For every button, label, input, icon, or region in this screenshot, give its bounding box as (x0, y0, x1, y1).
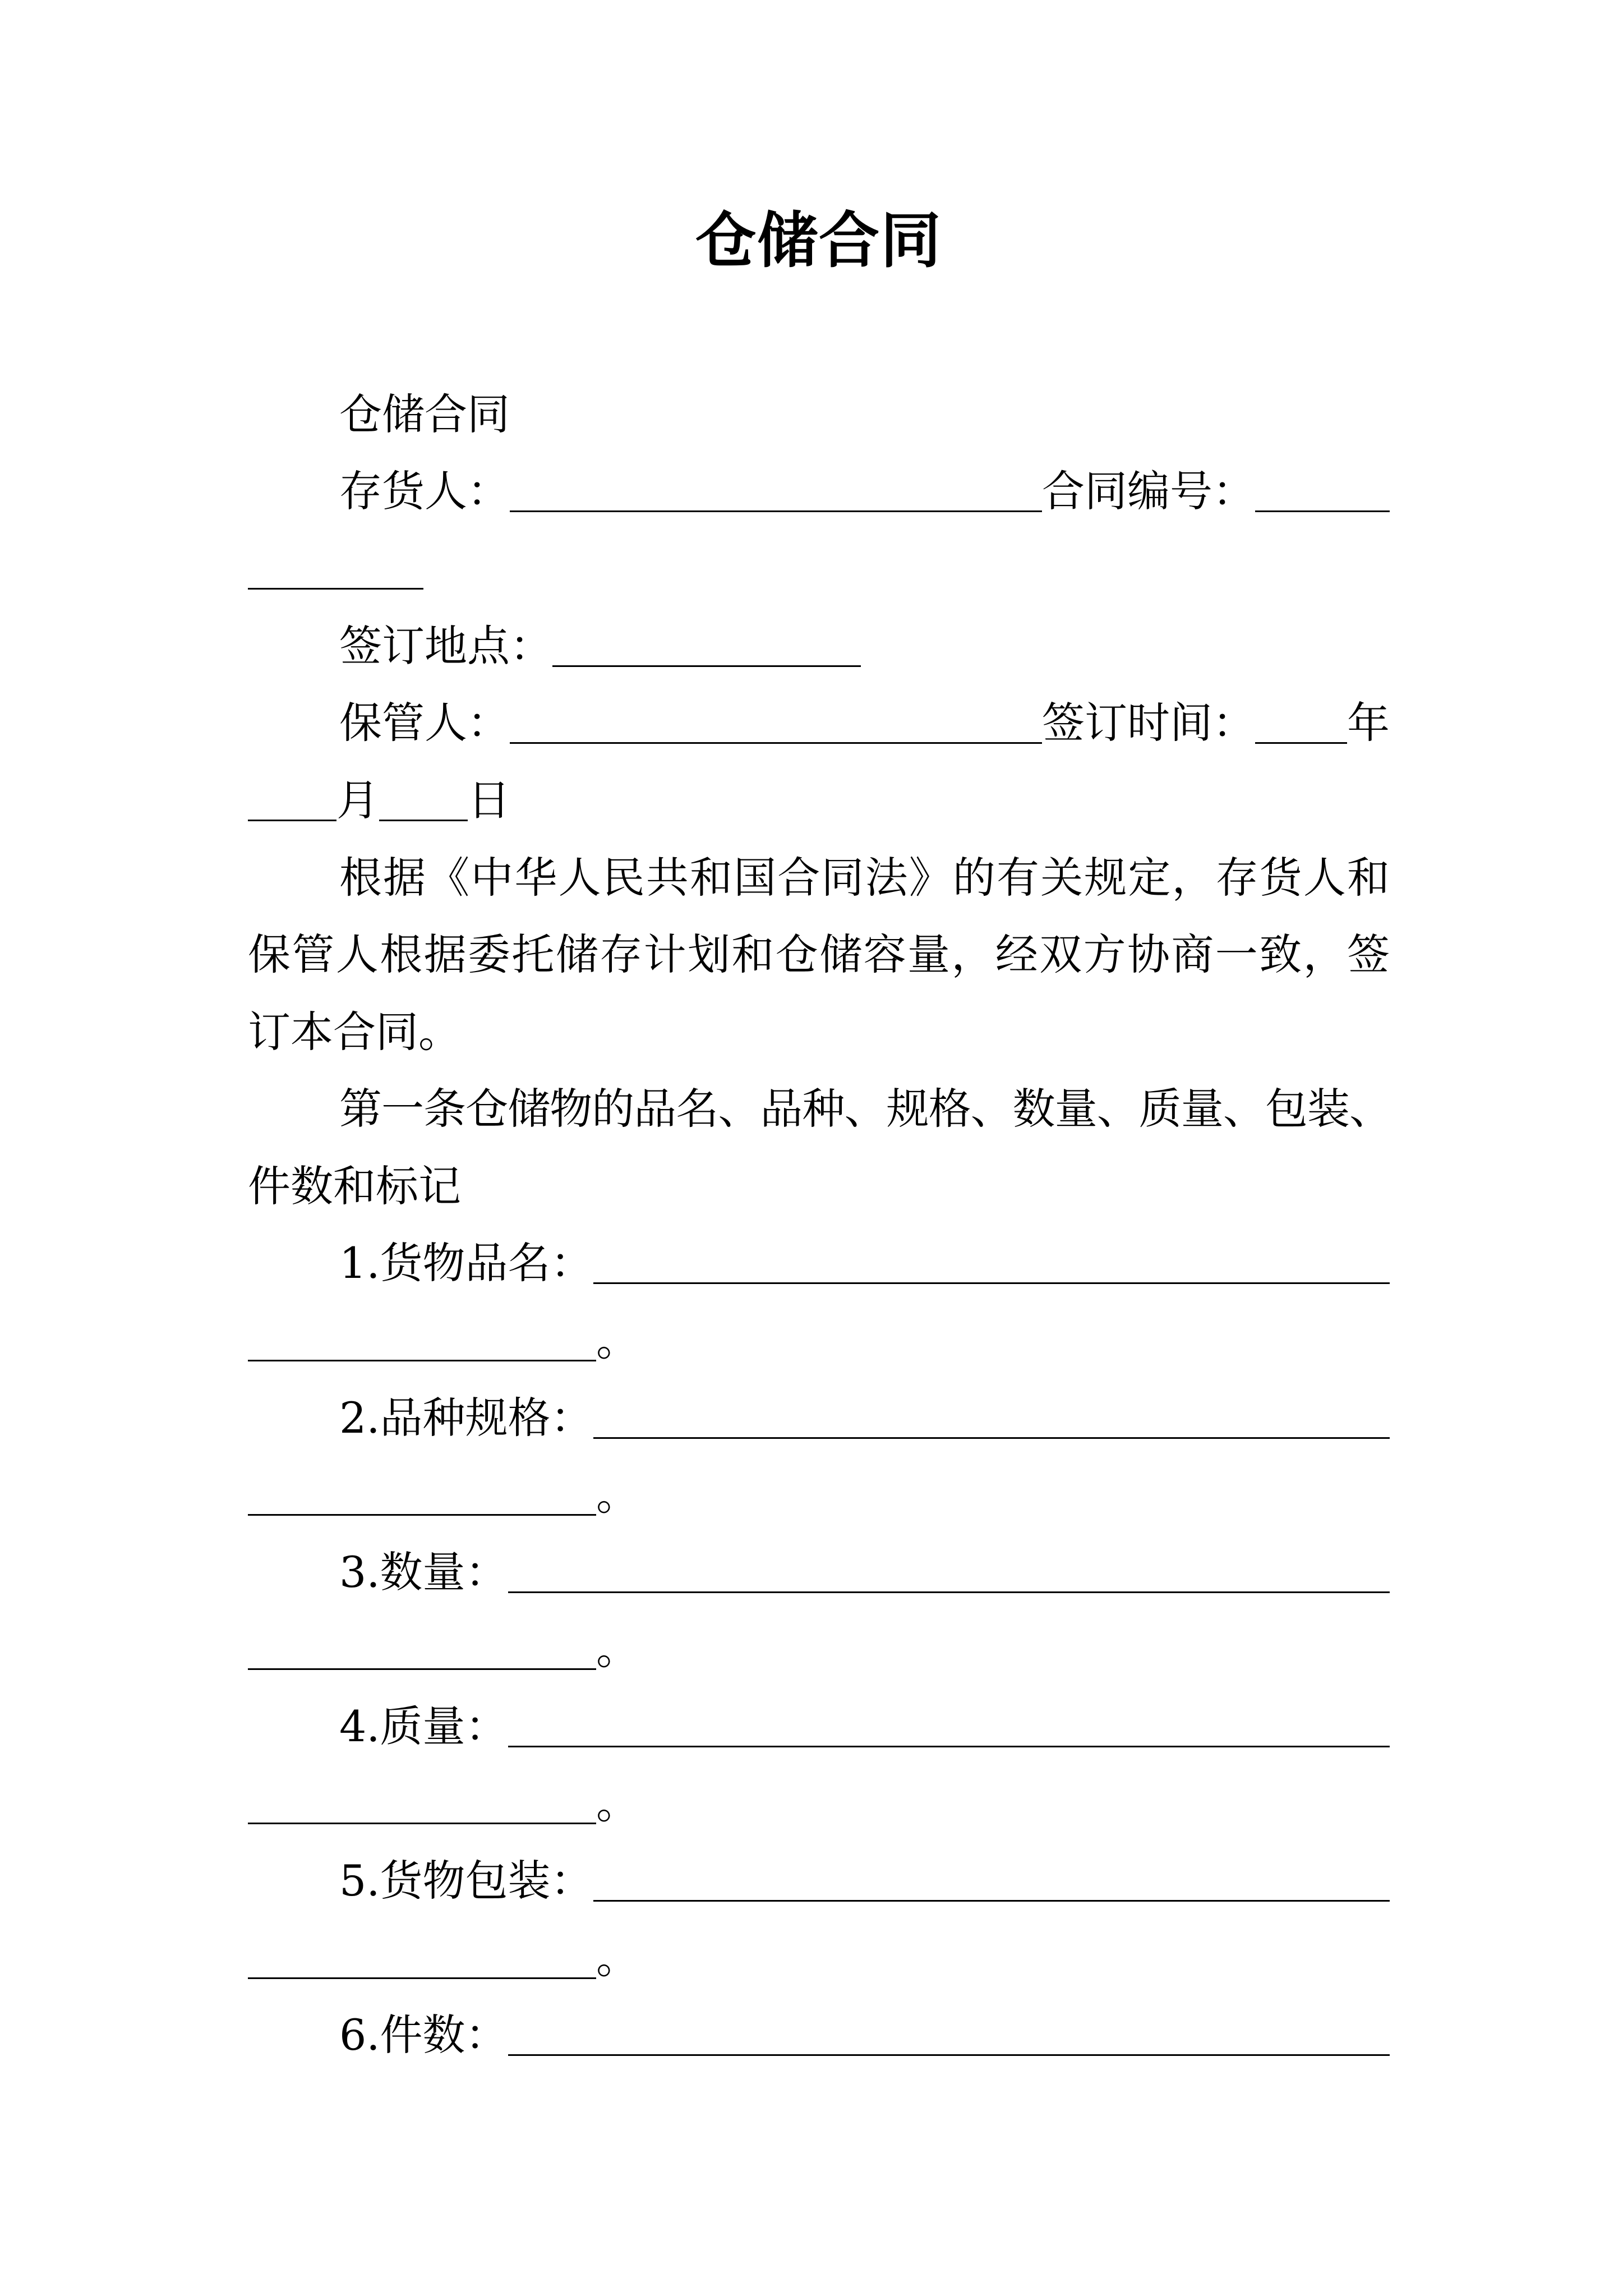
goods-name-blank (593, 1243, 1390, 1284)
piece-count-blank (508, 2014, 1390, 2056)
depositor-label: 存货人： (339, 466, 510, 517)
item-quality (248, 1688, 1390, 1765)
item-continuation-line (248, 1611, 1390, 1688)
preamble-line: 根据《中华人民共和国合同法》的有关规定，存货人和 (339, 852, 1390, 903)
item-continuation-line (248, 1302, 1390, 1379)
month-label: 月 (336, 775, 379, 825)
item-continuation-line (248, 1765, 1390, 1843)
sign-time-label: 签订时间： (1042, 698, 1255, 748)
sign-place-blank (552, 625, 861, 667)
item-end-mark: 。 (596, 1624, 639, 1674)
item-continuation-line (248, 1920, 1390, 1997)
packaging-blank-continued (248, 1938, 596, 1979)
variety-spec-blank (593, 1397, 1390, 1439)
day-label: 日 (468, 775, 510, 825)
item-quantity (248, 1534, 1390, 1611)
subtitle-line (248, 376, 1390, 453)
month-blank (248, 780, 336, 821)
packaging-blank (593, 1860, 1390, 1902)
year-label: 年 (1347, 698, 1390, 748)
item-end-mark: 。 (596, 1932, 639, 1983)
contract-number-blank-continued (248, 548, 423, 590)
quantity-blank-continued (248, 1628, 596, 1670)
document-subtitle: 仓储合同 (339, 389, 510, 439)
document-title: 仓储合同 (695, 205, 942, 276)
sign-place-label: 签订地点： (339, 620, 552, 671)
preamble-text: 订本合同。 (248, 1006, 461, 1057)
article-1-heading-text: 件数和标记 (248, 1161, 461, 1211)
contract-number-blank (1255, 471, 1390, 512)
goods-name-blank-continued (248, 1320, 596, 1361)
custodian-blank (510, 702, 1042, 744)
item-end-mark: 。 (596, 1470, 639, 1520)
variety-spec-blank-continued (248, 1474, 596, 1516)
month-day-line (248, 762, 1390, 839)
item-label: 3.数量： (339, 1547, 508, 1597)
preamble-line: 保管人根据委托储存计划和仓储容量，经双方协商一致，签 (248, 930, 1390, 980)
item-label: 4.质量： (339, 1701, 508, 1751)
day-blank (379, 780, 468, 821)
depositor-blank (510, 471, 1042, 512)
item-goods-name (248, 1225, 1390, 1303)
item-end-mark: 。 (596, 1315, 639, 1365)
item-packaging (248, 1842, 1390, 1920)
item-label: 1.货物品名： (339, 1238, 593, 1289)
preamble-line (248, 993, 1390, 1071)
item-variety-spec (248, 1379, 1390, 1457)
item-label: 6.件数： (339, 2010, 508, 2060)
sign-place-line (248, 608, 1390, 685)
item-label: 5.货物包装： (339, 1856, 593, 1906)
contract-number-label: 合同编号： (1042, 466, 1255, 517)
depositor-line (248, 453, 1390, 531)
quality-blank (508, 1706, 1390, 1747)
article-1-heading: 第一条仓储物的品名、品种、规格、数量、质量、包装、 (339, 1084, 1390, 1134)
quantity-blank (508, 1552, 1390, 1593)
year-blank (1255, 702, 1347, 744)
item-piece-count (248, 1996, 1390, 2074)
contract-body (248, 376, 1390, 2074)
article-1-heading-continued (248, 1148, 1390, 1225)
custodian-line (248, 684, 1390, 762)
contract-number-continuation-line (248, 530, 1390, 608)
custodian-label: 保管人： (339, 698, 510, 748)
item-end-mark: 。 (596, 1778, 639, 1829)
item-label: 2.品种规格： (339, 1392, 593, 1443)
quality-blank-continued (248, 1783, 596, 1824)
item-continuation-line (248, 1456, 1390, 1534)
